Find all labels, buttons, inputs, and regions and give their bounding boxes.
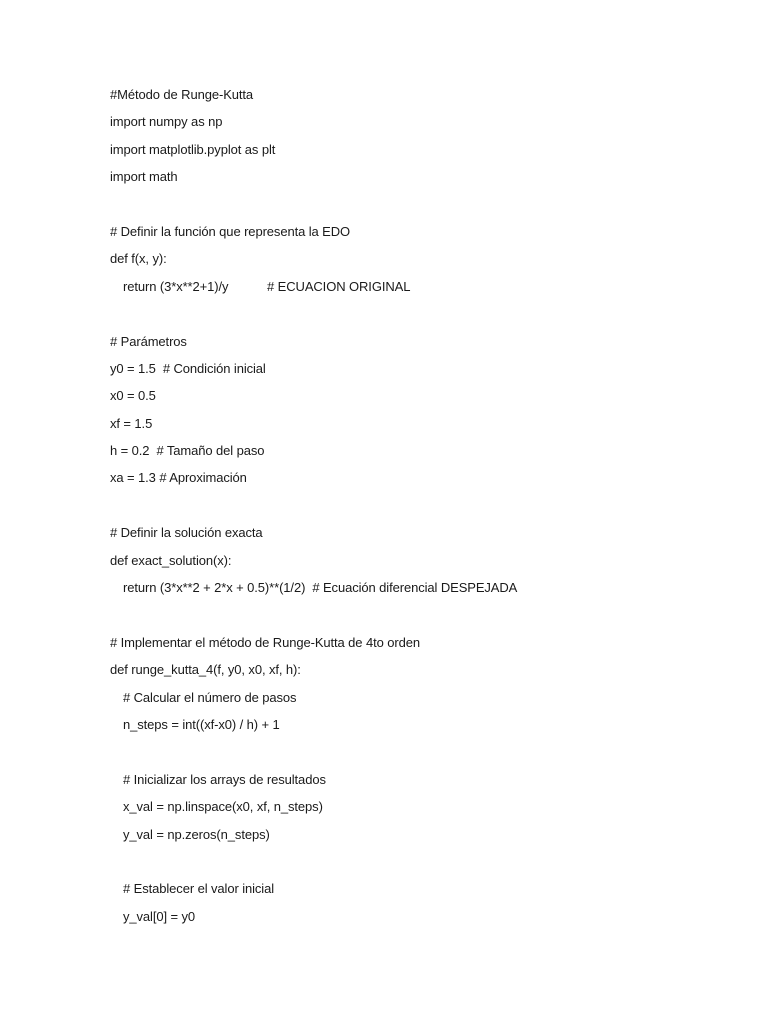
- blank-line: [110, 496, 730, 523]
- code-line: n_steps = int((xf-x0) / h) + 1: [123, 716, 280, 732]
- blank-line: [110, 852, 730, 879]
- code-line: def f(x, y):: [110, 251, 167, 267]
- code-line: return (3*x**2+1)/y # ECUACION ORIGINAL: [123, 278, 411, 294]
- blank-line: [110, 195, 730, 222]
- code-line: xa = 1.3 # Aproximación: [110, 470, 247, 486]
- code-line: # Calcular el número de pasos: [123, 689, 297, 705]
- code-line: y0 = 1.5 # Condición inicial: [110, 360, 266, 376]
- code-line: y_val[0] = y0: [123, 908, 196, 924]
- code-line: # Establecer el valor inicial: [123, 881, 275, 897]
- code-line: import math: [110, 169, 178, 185]
- code-line: import numpy as np: [110, 114, 223, 130]
- code-line: def exact_solution(x):: [110, 552, 232, 568]
- code-line: xf = 1.5: [110, 415, 153, 431]
- code-line: return (3*x**2 + 2*x + 0.5)**(1/2) # Ecuación diferencial DESPEJADA: [123, 580, 518, 596]
- code-line: # Parámetros: [110, 333, 187, 349]
- code-line: def runge_kutta_4(f, y0, x0, xf, h):: [110, 662, 301, 678]
- code-line: #Método de Runge-Kutta: [110, 87, 254, 102]
- code-line: # Definir la función que representa la EDO: [110, 223, 351, 239]
- blank-line: [110, 304, 730, 331]
- code-line: # Inicializar los arrays de resultados: [123, 771, 326, 787]
- code-line: x0 = 0.5: [110, 388, 156, 404]
- code-line: # Implementar el método de Runge-Kutta de 4to orden: [110, 634, 420, 650]
- code-line: # Definir la solución exacta: [110, 525, 263, 541]
- code-line: y_val = np.zeros(n_steps): [123, 826, 270, 842]
- code-line: import matplotlib.pyplot as plt: [110, 141, 276, 157]
- blank-line: [110, 605, 730, 632]
- code-line: x_val = np.linspace(x0, xf, n_steps): [123, 799, 323, 815]
- blank-line: [110, 742, 730, 769]
- code-line: h = 0.2 # Tamaño del paso: [110, 443, 265, 459]
- document-body: [110, 85, 730, 934]
